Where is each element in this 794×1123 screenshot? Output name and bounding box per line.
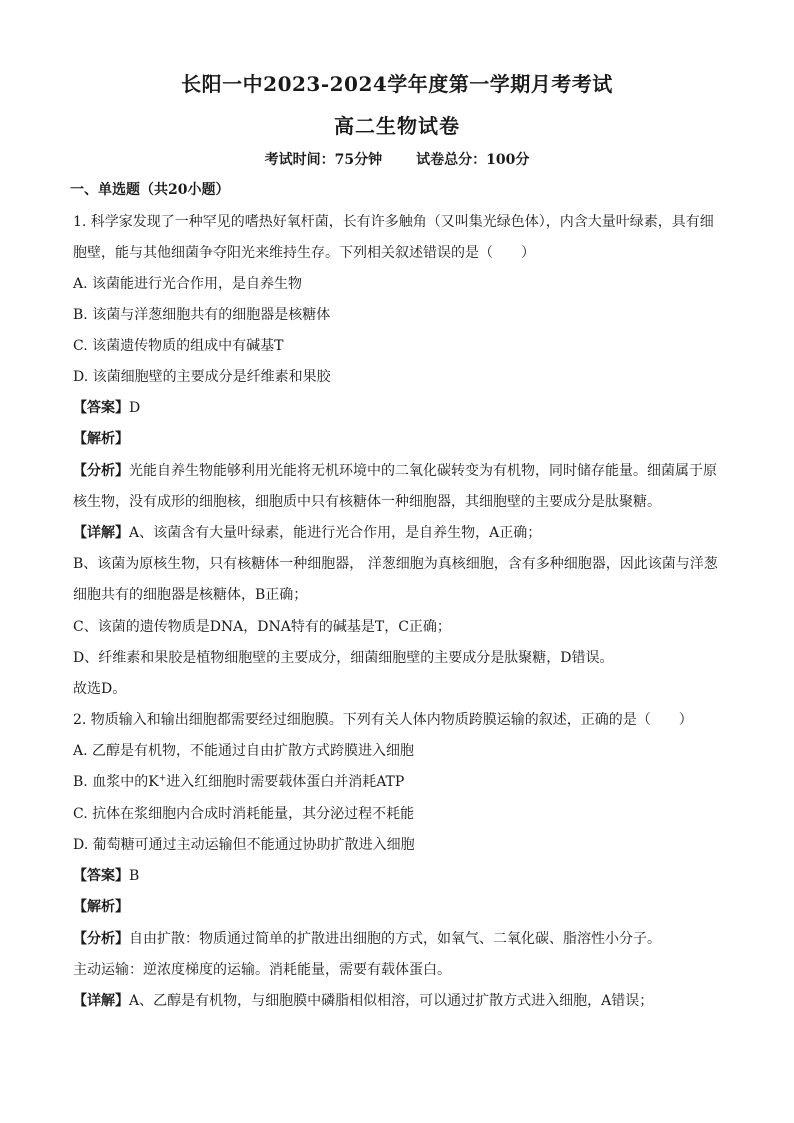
- q2-xiangjie-a: [73, 991, 653, 1011]
- q1-conclusion: 故选D。: [73, 681, 127, 697]
- q2-option-a: A. 乙醇是有机物，不能通过自由扩散方式跨膜进入细胞: [73, 743, 415, 759]
- xiangjie-text: A、该菌含有大量叶绿素，能进行光合作用，是自养生物，A正确；: [129, 525, 542, 541]
- xiangjie-text: A、乙醇是有机物，与细胞膜中磷脂相似相溶，可以通过扩散方式进入细胞，A错误；: [129, 993, 654, 1009]
- answer-value: D: [129, 400, 141, 416]
- q2-option-c: C. 抗体在浆细胞内合成时消耗能量，其分泌过程不耗能: [73, 806, 415, 822]
- q1-xiangjie-c: C、该菌的遗传物质是DNA，DNA特有的碱基是T，C正确；: [73, 619, 451, 635]
- fenxi-text: 自由扩散：物质通过简单的扩散进出细胞的方式，如氧气、二氧化碳、脂溶性小分子。: [129, 931, 661, 947]
- q2-fenxi-line1: [73, 929, 661, 949]
- q2-answer: [73, 866, 139, 886]
- exam-subtitle: 高二生物试卷: [334, 114, 460, 138]
- xiangjie-tag: 【详解】: [73, 993, 129, 1009]
- q2-option-b-post: 进入红细胞时需要载体蛋白并消耗ATP: [166, 774, 405, 790]
- q1-option-b: B. 该菌与洋葱细胞共有的细胞器是核糖体: [73, 307, 331, 323]
- q1-xiangjie-b1: B、该菌为原核生物，只有核糖体一种细胞器， 洋葱细胞为真核细胞，含有多种细胞器，因此该菌与洋葱: [73, 556, 718, 572]
- fenxi-tag: 【分析】: [73, 931, 129, 947]
- q1-xiangjie-a: [73, 523, 541, 543]
- q2-option-d: D. 葡萄糖可通过主动运输但不能通过协助扩散进入细胞: [73, 837, 415, 853]
- q2-option-b: [73, 772, 404, 792]
- q1-option-a: A. 该菌能进行光合作用，是自养生物: [73, 276, 303, 292]
- q2-option-b-sup: +: [158, 773, 167, 784]
- answer-tag: 【答案】: [73, 868, 129, 884]
- exam-time: 考试时间：75分钟: [264, 152, 383, 168]
- q1-option-c: C. 该菌遗传物质的组成中有碱基T: [73, 338, 284, 354]
- q1-stem-line1: 1. 科学家发现了一种罕见的嗜热好氧杆菌，长有许多触角（又叫集光绿色体），内含大量叶绿素，具有细: [73, 214, 714, 230]
- q2-fenxi-line2: 主动运输：逆浓度梯度的运输。消耗能量，需要有载体蛋白。: [73, 962, 451, 978]
- answer-value: B: [129, 868, 140, 884]
- fenxi-text: 光能自养生物能够利用光能将无机环境中的二氧化碳转变为有机物，同时储存能量。细菌属于原: [129, 463, 717, 479]
- q2-stem: 2. 物质输入和输出细胞都需要经过细胞膜。下列有关人体内物质跨膜运输的叙述，正确的是（ ）: [73, 712, 693, 728]
- q2-option-b-pre: B. 血浆中的K: [73, 774, 159, 790]
- answer-tag: 【答案】: [73, 400, 129, 416]
- xiangjie-tag: 【详解】: [73, 525, 129, 541]
- exam-info: [0, 149, 794, 169]
- q1-xiangjie-d: D、纤维素和果胶是植物细胞壁的主要成分，细菌细胞壁的主要成分是肽聚糖，D错误。: [73, 650, 614, 666]
- q1-analysis-tag: 【解析】: [73, 431, 129, 447]
- q1-answer: [73, 398, 140, 418]
- q1-fenxi-line1: [73, 461, 717, 481]
- q1-stem-line2: 胞壁，能与其他细菌争夺阳光来维持生存。下列相关叙述错误的是（ ）: [73, 245, 535, 261]
- exam-total-score: 试卷总分：100分: [416, 152, 530, 168]
- exam-title: 长阳一中2023-2024学年度第一学期月考考试: [181, 72, 613, 96]
- fenxi-tag: 【分析】: [73, 463, 129, 479]
- q2-analysis-tag: 【解析】: [73, 899, 129, 915]
- section-heading: 一、单选题（共20小题）: [70, 182, 230, 198]
- q1-fenxi-line2: 核生物，没有成形的细胞核，细胞质中只有核糖体一种细胞器，其细胞壁的主要成分是肽聚糖。: [73, 494, 661, 510]
- q1-xiangjie-b2: 细胞共有的细胞器是核糖体，B正确；: [73, 587, 308, 603]
- q1-option-d: D. 该菌细胞壁的主要成分是纤维素和果胶: [73, 369, 331, 385]
